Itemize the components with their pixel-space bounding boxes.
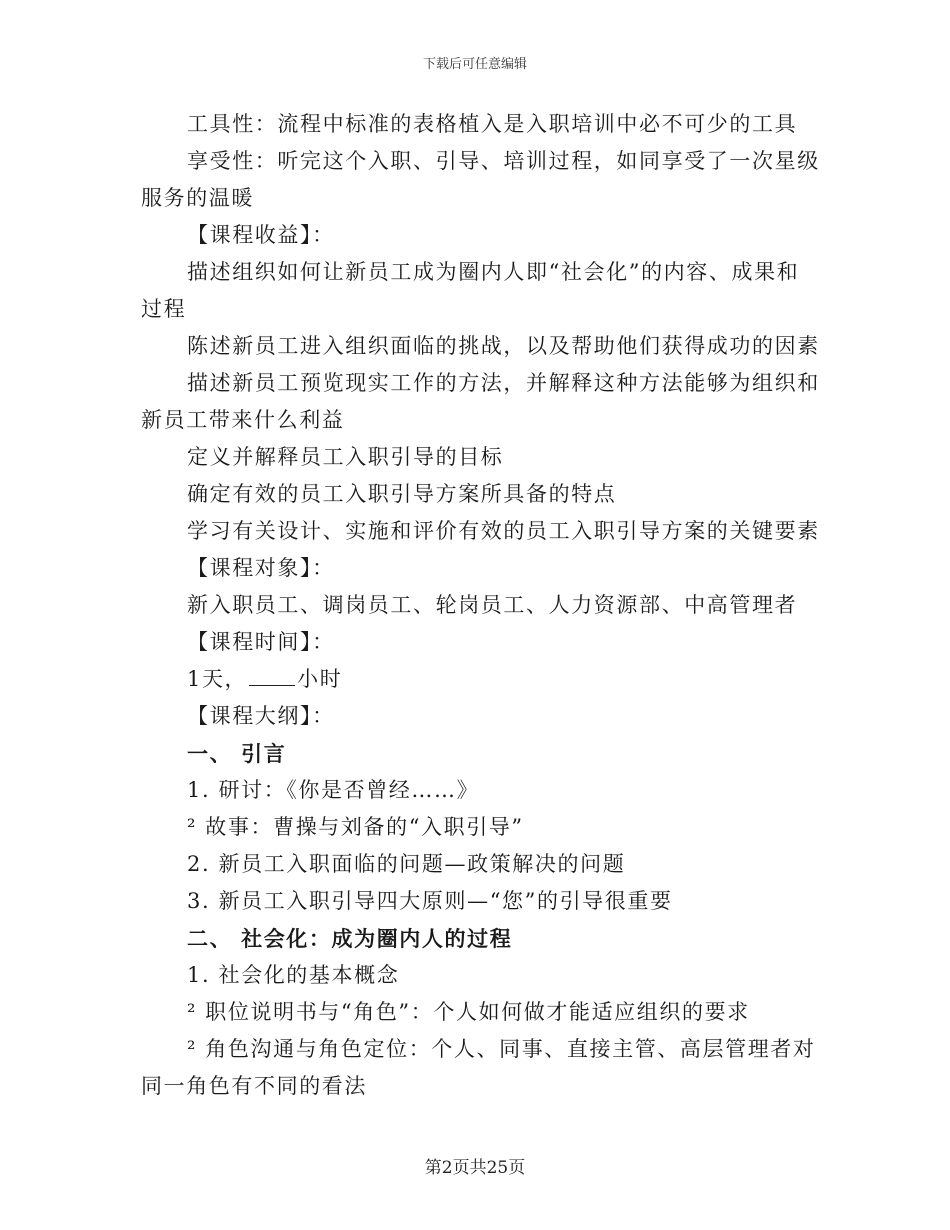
paragraph-enjoy-cont: 服务的温暖: [141, 186, 254, 210]
outline-bullet: ² 角色沟通与角色定位：个人、同事、直接主管、高层管理者对: [187, 1037, 816, 1061]
outline-bullet: ² 职位说明书与“角色”：个人如何做才能适应组织的要求: [187, 1000, 750, 1024]
outline-item: 1. 社会化的基本概念: [187, 963, 400, 987]
benefit-item: 描述新员工预览现实工作的方法，并解释这种方法能够为组织和: [187, 371, 820, 395]
outline-item: 1. 研讨：《你是否曾经……》: [187, 778, 480, 802]
page-footer: 第2页共25页: [424, 1158, 526, 1178]
benefit-item: 陈述新员工进入组织面临的挑战，以及帮助他们获得成功的因素: [187, 334, 820, 358]
page-header: 下载后可任意编辑: [422, 57, 527, 72]
duration-hours: 小时: [297, 667, 343, 691]
document-body: [141, 106, 820, 1105]
outline-bullet-cont: 同一角色有不同的看法: [141, 1074, 367, 1098]
benefit-item: 定义并解释员工入职引导的目标: [187, 445, 504, 469]
heading-benefits: 【课程收益】：: [187, 223, 335, 247]
benefit-item-cont: 新员工带来什么利益: [141, 408, 345, 432]
heading-outline: 【课程大纲】：: [187, 704, 335, 728]
heading-audience: 【课程对象】：: [187, 556, 335, 580]
outline-item: 2. 新员工入职面临的问题—政策解决的问题: [187, 852, 626, 876]
section-heading-intro: 一、 引言: [187, 741, 287, 766]
benefit-item: 描述组织如何让新员工成为圈内人即“社会化”的内容、成果和: [187, 260, 800, 284]
section-heading-socialization: 二、 社会化：成为圈内人的过程: [187, 926, 513, 951]
duration-days: 1天，: [187, 667, 248, 691]
benefit-item: 确定有效的员工入职引导方案所具备的特点: [187, 482, 617, 506]
heading-duration: 【课程时间】：: [187, 630, 335, 654]
paragraph-tool: 工具性：流程中标准的表格植入是入职培训中必不可少的工具: [187, 112, 798, 136]
fill-in-blank: [249, 667, 295, 686]
paragraph-enjoy: 享受性：听完这个入职、引导、培训过程，如同享受了一次星级: [187, 149, 820, 173]
duration-text: [141, 661, 801, 698]
outline-item: 3. 新员工入职引导四大原则—“您”的引导很重要: [187, 889, 673, 913]
benefit-item-cont: 过程: [141, 297, 187, 321]
benefit-item: 学习有关设计、实施和评价有效的员工入职引导方案的关键要素: [187, 519, 820, 543]
audience-text: 新入职员工、调岗员工、轮岗员工、人力资源部、中高管理者: [187, 593, 798, 617]
outline-bullet: ² 故事：曹操与刘备的“入职引导”: [187, 815, 524, 839]
